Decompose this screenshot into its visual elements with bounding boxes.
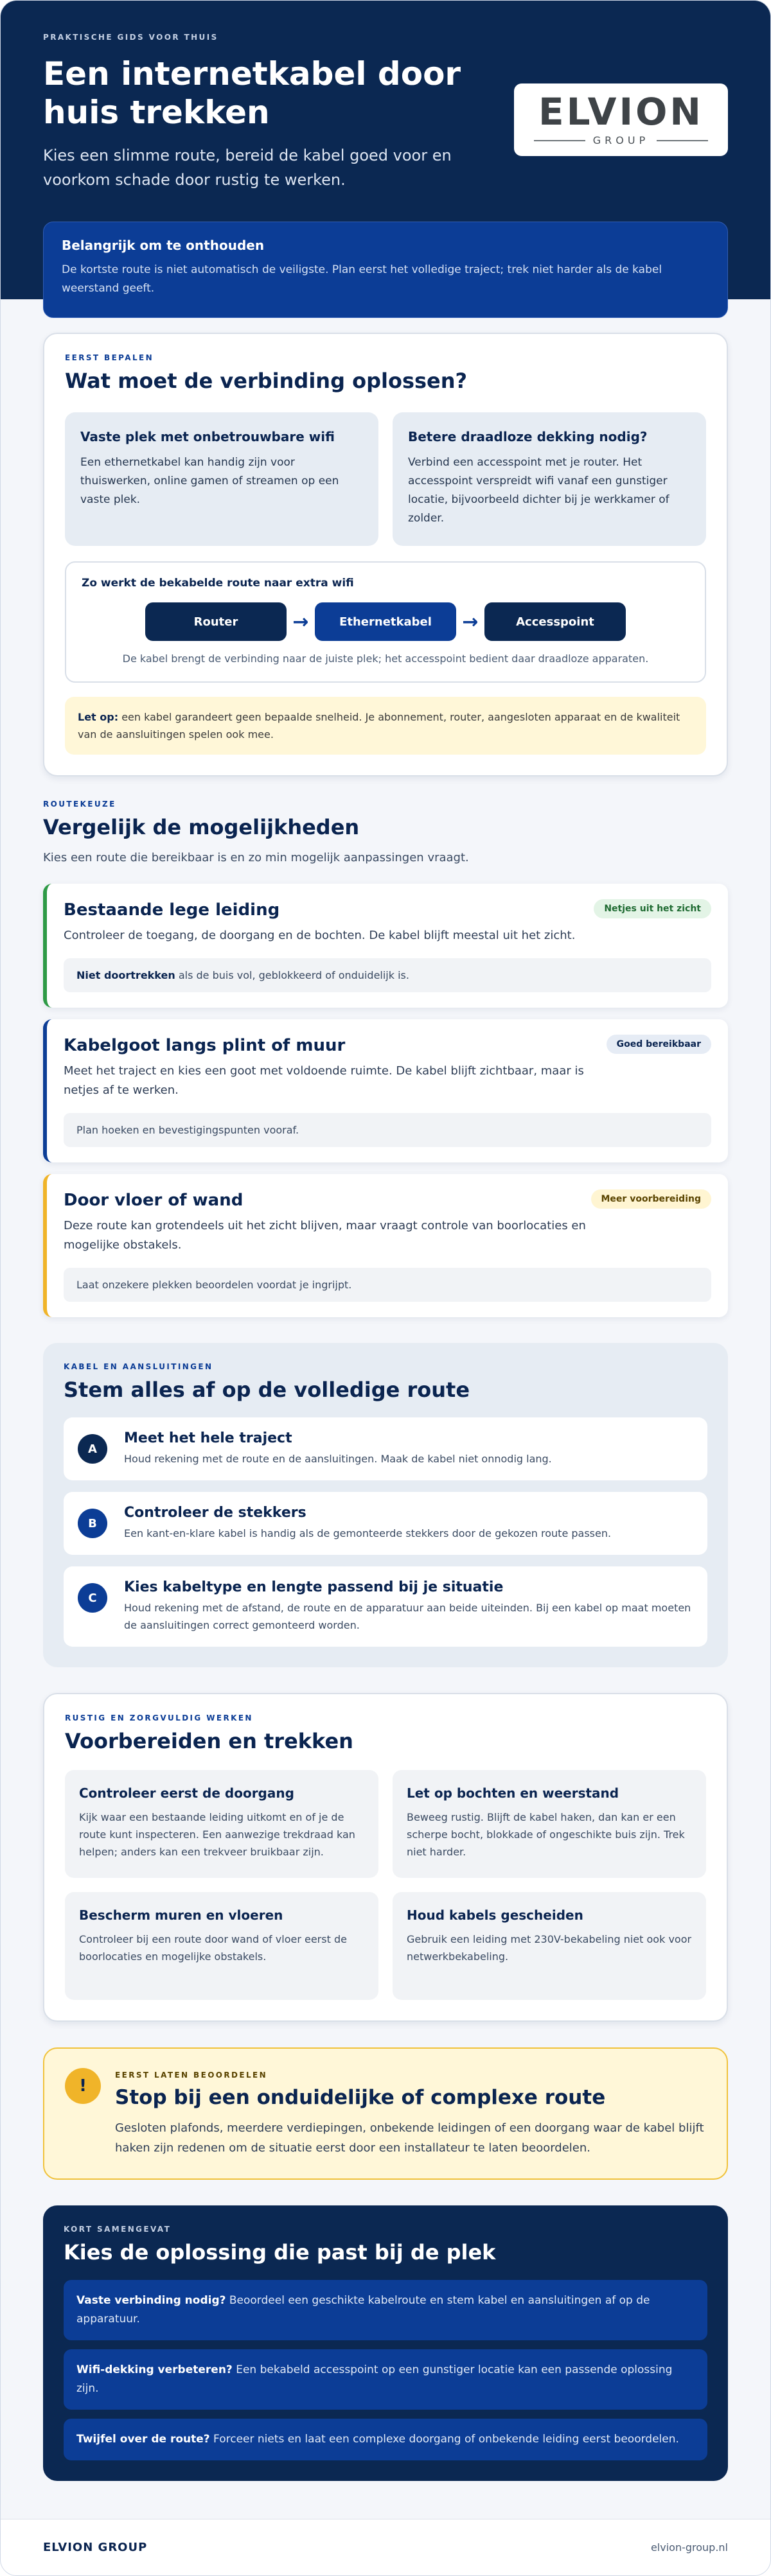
- arrow-right-icon: →: [462, 610, 479, 633]
- summary-text: Forceer niets en laat een complexe doorgang of onbekende leiding eerst beoordelen.: [209, 2433, 679, 2446]
- stop-body: Gesloten plafonds, meerdere verdiepingen, onbekende leidingen of een doorgang waar de kabel blijft haken zijn redenen om de situatie eerst door een installateur te laten beoordelen.: [115, 2121, 704, 2155]
- step-badge-a: A: [78, 1434, 107, 1464]
- warning-label: Let op:: [78, 711, 119, 723]
- step-title: Controleer de stekkers: [124, 1505, 306, 1521]
- tip-body: Beweeg rustig. Blijft de kabel haken, dan kan er een scherpe bocht, blokkade of ongeschikte buis zijn. Trek niet harder.: [407, 1811, 685, 1858]
- tip-tile: [65, 1770, 378, 1878]
- flow-node-router: Router: [145, 602, 287, 641]
- summary-text: Een bekabeld accesspoint op een gunstiger locatie kan een passende oplossing zijn.: [76, 2363, 673, 2395]
- tip-body: Controleer bij een route door wand of vloer eerst de boorlocaties en mogelijke obstakels.: [79, 1933, 347, 1963]
- route-badge: Netjes uit het zicht: [594, 899, 711, 918]
- logo-subword: GROUP: [592, 134, 650, 146]
- page-title: Een internetkabel door huis trekken: [43, 55, 461, 131]
- flow-diagram: [65, 561, 706, 683]
- logo-wordmark: ELVION: [538, 90, 704, 134]
- arrow-right-icon: →: [292, 610, 309, 633]
- summary-item: [64, 2419, 707, 2460]
- notice-title: Belangrijk om te onthouden: [62, 238, 265, 253]
- warning-text: een kabel garandeert geen bepaalde snelheid. Je abonnement, router, aangesloten apparaat en de kwaliteit van de aansluitingen spelen ook mee.: [78, 711, 680, 740]
- elvion-logo: [514, 83, 728, 156]
- option-panel-wireless: [393, 412, 706, 546]
- logo-sub-row: [534, 134, 708, 146]
- summary-bold: Vaste verbinding nodig?: [76, 2294, 226, 2307]
- hero-header: [1, 1, 770, 299]
- route-body: Controleer de toegang, de doorgang en de bochten. De kabel blijft meestal uit het zicht.: [64, 929, 576, 942]
- option-panel-wired: [65, 412, 378, 546]
- logo-line-left: [534, 140, 585, 141]
- exclamation-icon: !: [65, 2068, 101, 2104]
- step-badge-b: B: [78, 1509, 107, 1538]
- tip-title: Controleer eerst de doorgang: [79, 1785, 294, 1801]
- section-routes: [43, 800, 728, 1317]
- step-text: [124, 1430, 552, 1468]
- section-prepare: [43, 1693, 728, 2022]
- route-body: Meet het traject en kies een goot met voldoende ruimte. De kabel blijft zichtbaar, maar is netjes af te werken.: [64, 1064, 584, 1097]
- option-body: Een ethernetkabel kan handig zijn voor thuiswerken, online gamen of streamen op een vaste plek.: [80, 456, 339, 506]
- section-title: Vergelijk de mogelijkheden: [43, 815, 360, 839]
- route-note: Laat onzekere plekken beoordelen voordat je ingrijpt.: [64, 1268, 711, 1302]
- summary-item: [64, 2280, 707, 2340]
- tip-body: Kijk waar een bestaande leiding uitkomt en of je de route kunt inspecteren. Een aanwezige trekdraad kan helpen; anders kan een trekveer bruikbaar zijn.: [79, 1811, 355, 1858]
- stop-text: [115, 2068, 706, 2158]
- section-summary: [43, 2205, 728, 2481]
- section-title: Voorbereiden en trekken: [65, 1729, 353, 1753]
- step-item: [64, 1566, 707, 1647]
- tip-body: Gebruik een leiding met 230V-bekabeling niet ook voor netwerkbekabeling.: [407, 1933, 692, 1963]
- route-note: [64, 958, 711, 992]
- tip-title: Let op bochten en weerstand: [407, 1785, 619, 1801]
- route-head: [64, 1188, 711, 1210]
- section-intro: Kies een route die bereikbaar is en zo min mogelijk aanpassingen vraagt.: [43, 851, 469, 864]
- step-body: Een kant-en-klare kabel is handig als de gemonteerde stekkers door de gekozen route passen.: [124, 1527, 612, 1539]
- summary-list: [64, 2280, 707, 2460]
- section-eyebrow: EERST LATEN BEOORDELEN: [115, 2071, 268, 2080]
- route-card-empty-conduit: [43, 884, 728, 1008]
- step-body: Houd rekening met de afstand, de route en de apparatuur aan beide uiteinden. Bij een kabel op maat moeten de aansluitingen correct gemonteerd worden.: [124, 1602, 691, 1631]
- tips-grid: [65, 1770, 706, 2000]
- section-eyebrow: KABEL EN AANSLUITINGEN: [64, 1362, 213, 1371]
- option-title: Betere draadloze dekking nodig?: [408, 429, 648, 444]
- summary-text: Beoordeel een geschikte kabelroute en stem kabel en aansluitingen af op de apparatuur.: [76, 2294, 650, 2326]
- hero-top: [43, 55, 728, 192]
- route-note: Plan hoeken en bevestigingspunten vooraf.: [64, 1113, 711, 1147]
- step-body: Houd rekening met de route en de aansluitingen. Maak de kabel niet onnodig lang.: [124, 1453, 552, 1465]
- summary-item: [64, 2349, 707, 2410]
- footer-link[interactable]: elvion-group.nl: [650, 2541, 728, 2554]
- step-item: [64, 1417, 707, 1480]
- step-title: Meet het hele traject: [124, 1430, 292, 1446]
- page-subtitle: Kies een slimme route, bereid de kabel goed voor en voorkom schade door rustig te werken.: [43, 146, 452, 189]
- route-title: Kabelgoot langs plint of muur: [64, 1036, 346, 1055]
- step-text: [124, 1505, 611, 1542]
- footer-brand: ELVION GROUP: [43, 2541, 148, 2554]
- step-item: [64, 1492, 707, 1555]
- tip-tile: [393, 1892, 706, 2000]
- option-title: Vaste plek met onbetrouwbare wifi: [80, 429, 335, 444]
- route-title: Door vloer of wand: [64, 1191, 244, 1210]
- notice-body: De kortste route is niet automatisch de veiligste. Plan eerst het volledige traject; trek niet harder als de kabel weerstand geeft.: [62, 263, 662, 295]
- options-row: [65, 412, 706, 546]
- tip-tile: [65, 1892, 378, 2000]
- route-note-text: als de buis vol, geblokkeerd of onduidelijk is.: [175, 969, 409, 981]
- flow-row: [82, 602, 689, 641]
- section-cable: [43, 1343, 728, 1667]
- section-title: Kies de oplossing die past bij de plek: [64, 2240, 496, 2265]
- section-connection: [43, 333, 728, 776]
- hero-text: [43, 55, 480, 192]
- route-badge: Meer voorbereiding: [591, 1189, 712, 1209]
- logo-line-right: [657, 140, 708, 141]
- route-card-floor-wall: [43, 1174, 728, 1317]
- route-head: [64, 898, 711, 920]
- step-badge-c: C: [78, 1583, 107, 1613]
- speed-warning: [65, 697, 706, 755]
- hero-eyebrow: PRAKTISCHE GIDS VOOR THUIS: [43, 33, 218, 42]
- section-eyebrow: ROUTEKEUZE: [43, 800, 116, 809]
- main-content: [1, 333, 770, 2481]
- flow-title: Zo werkt de bekabelde route naar extra wifi: [82, 577, 354, 590]
- summary-bold: Wifi-dekking verbeteren?: [76, 2363, 233, 2376]
- notice-box: [43, 222, 728, 318]
- steps-list: [64, 1417, 707, 1647]
- section-stop-warning: [43, 2047, 728, 2180]
- route-note-bold: Niet doortrekken: [76, 969, 175, 981]
- tip-tile: [393, 1770, 706, 1878]
- route-head: [64, 1033, 711, 1055]
- summary-bold: Twijfel over de route?: [76, 2433, 210, 2446]
- flow-caption: De kabel brengt de verbinding naar de juiste plek; het accesspoint bedient daar draadloze apparaten.: [122, 653, 649, 665]
- step-text: [124, 1579, 693, 1634]
- route-body: Deze route kan grotendeels uit het zicht blijven, maar vraagt controle van boorlocaties en mogelijke obstakels.: [64, 1219, 586, 1252]
- section-title: Wat moet de verbinding oplossen?: [65, 369, 468, 393]
- option-body: Verbind een accesspoint met je router. Het accesspoint verspreidt wifi vanaf een gunstiger locatie, bijvoorbeeld dichter bij je werkkamer of zolder.: [408, 456, 669, 525]
- flow-node-cable: Ethernetkabel: [315, 602, 456, 641]
- tip-title: Bescherm muren en vloeren: [79, 1907, 283, 1923]
- flow-node-accesspoint: Accesspoint: [484, 602, 626, 641]
- section-title: Stem alles af op de volledige route: [64, 1378, 470, 1402]
- route-title: Bestaande lege leiding: [64, 900, 280, 920]
- tip-title: Houd kabels gescheiden: [407, 1907, 583, 1923]
- route-card-cable-duct: [43, 1019, 728, 1162]
- section-eyebrow: RUSTIG EN ZORGVULDIG WERKEN: [65, 1713, 253, 1722]
- section-eyebrow: KORT SAMENGEVAT: [64, 2225, 172, 2234]
- section-eyebrow: EERST BEPALEN: [65, 353, 154, 362]
- section-title: Stop bij een onduidelijke of complexe route: [115, 2086, 606, 2109]
- page-footer: [1, 2519, 770, 2575]
- step-title: Kies kabeltype en lengte passend bij je situatie: [124, 1579, 504, 1595]
- route-badge: Goed bereikbaar: [607, 1035, 711, 1054]
